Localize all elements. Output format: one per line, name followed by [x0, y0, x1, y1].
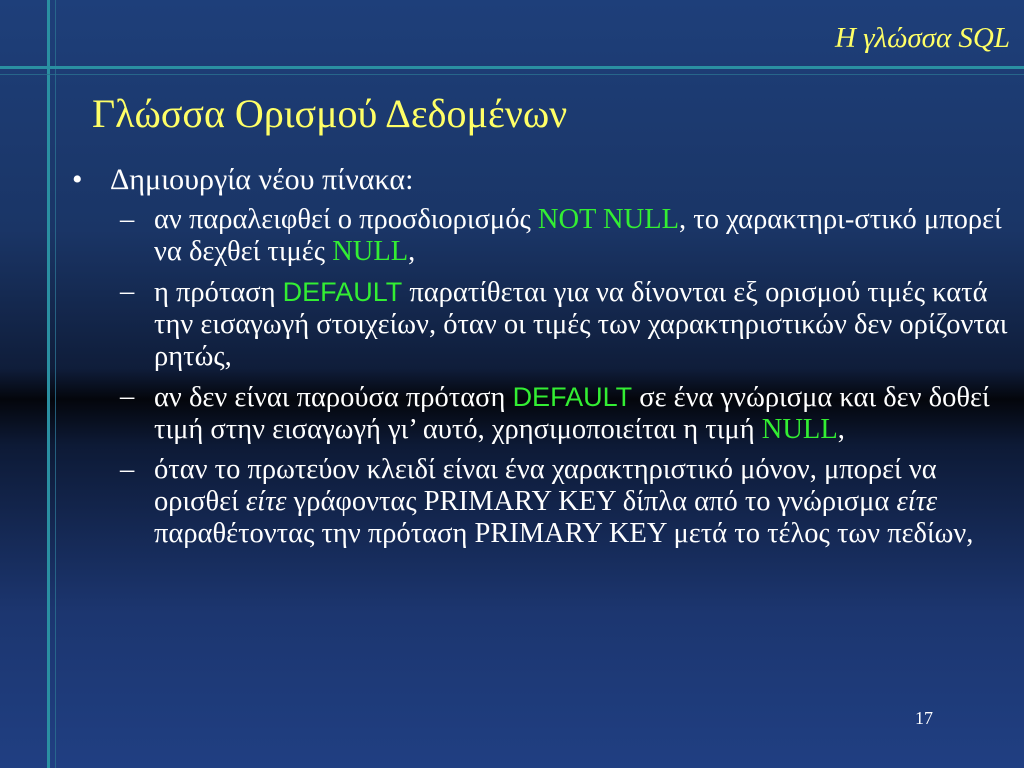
horizontal-rule: [0, 66, 1024, 69]
dash-marker: –: [120, 454, 135, 485]
bullet-marker: •: [72, 163, 83, 196]
keyword-null: NULL: [332, 236, 409, 267]
sub-item-primary-key: [72, 454, 1017, 550]
keyword-null: NULL: [761, 414, 838, 445]
bullet-item: [72, 162, 1017, 198]
slide-title: Γλώσσα Ορισμού Δεδομένων: [92, 91, 568, 136]
sub-text: παραθέτοντας την πρόταση PRIMARY KEY μετά το τέλος των πεδίων,: [154, 518, 974, 549]
page-number: 17: [915, 708, 933, 728]
sub-text: ,: [408, 236, 416, 267]
sub-item-not-null: [72, 204, 1017, 268]
sub-text: παρατίθεται για να δίνονται εξ ορισμού τιμές κατά την εισαγωγή στοιχείων, όταν οι τιμές των χαρακτηριστικών δεν ορίζονται ρητώς,: [154, 277, 1008, 372]
slide-header: Η γλώσσα SQL: [834, 22, 1010, 54]
vertical-rule: [47, 0, 50, 768]
sub-text: η πρόταση: [154, 277, 283, 308]
keyword-default: DEFAULT: [282, 277, 403, 307]
sub-text: γράφοντας PRIMARY KEY δίπλα από το γνώρισμα: [286, 486, 897, 517]
sub-text: ,: [837, 414, 845, 445]
sub-text: αν παραλειφθεί ο προσδιορισμός: [154, 204, 538, 235]
sub-item-no-default: [72, 381, 1017, 446]
bullet-text: Δημιουργία νέου πίνακα:: [110, 163, 414, 196]
sub-text: σε ένα γνώρισμα και δεν δοθεί τιμή στην εισαγωγή γι’ αυτό, χρησιμοποιείται η τιμή: [154, 382, 990, 445]
emphasis-either: είτε: [896, 486, 938, 517]
horizontal-rule-thin: [0, 74, 1024, 75]
sub-text: , το χαρακτηρι-στικό μπορεί να δεχθεί τιμές: [154, 204, 1002, 267]
emphasis-either: είτε: [245, 486, 287, 517]
dash-marker: –: [120, 276, 135, 307]
vertical-rule-thin: [55, 0, 56, 768]
keyword-not-null: NOT NULL: [537, 204, 680, 235]
keyword-default: DEFAULT: [512, 382, 633, 412]
sub-text: αν δεν είναι παρούσα πρόταση: [154, 382, 513, 413]
sub-item-default: [72, 276, 1017, 373]
dash-marker: –: [120, 381, 135, 412]
dash-marker: –: [120, 204, 135, 235]
sub-text: όταν το πρωτεύον κλειδί είναι ένα χαρακτηριστικό μόνον, μπορεί να ορισθεί: [154, 454, 937, 517]
slide-content: [72, 162, 1017, 558]
